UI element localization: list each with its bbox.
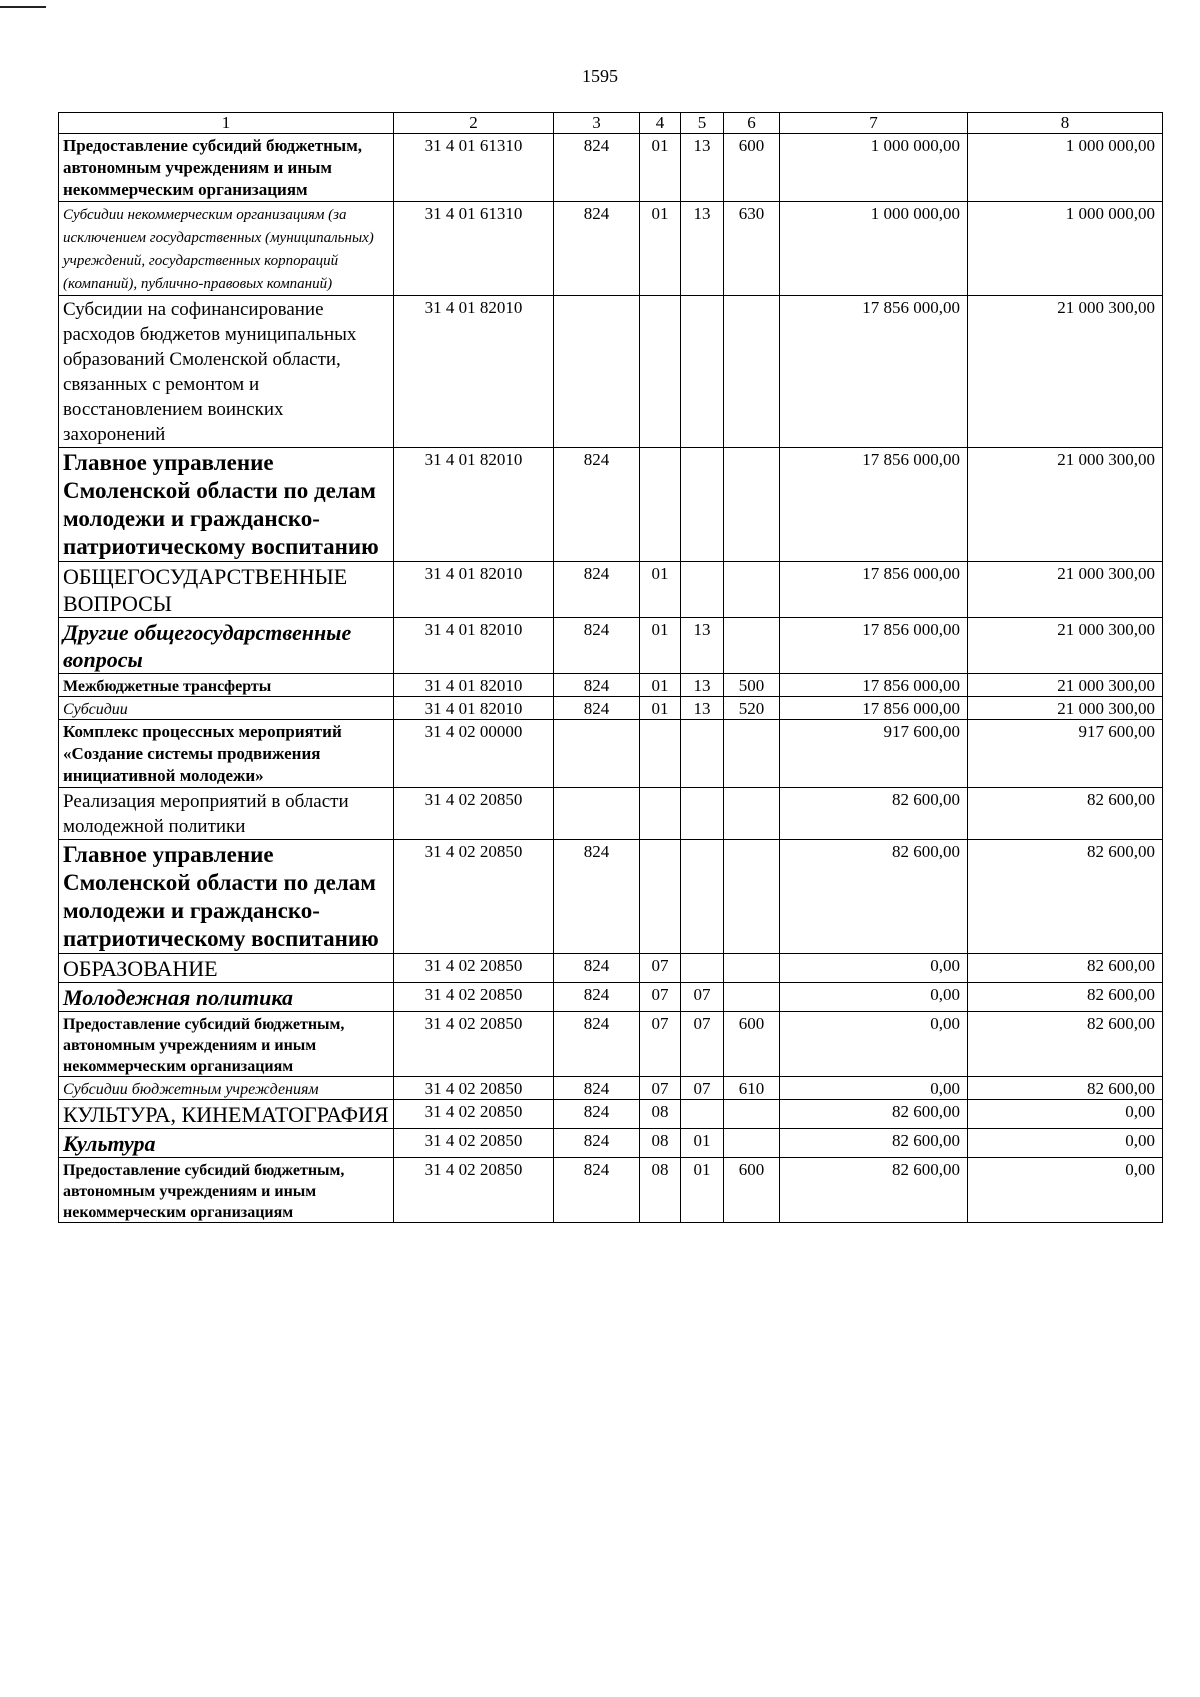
table-row (59, 618, 1163, 674)
table-row (59, 202, 1163, 296)
subsection-code (681, 840, 724, 954)
target-article-code: 31 4 02 20850 (394, 1077, 554, 1100)
expense-type-code: 600 (724, 1012, 780, 1077)
expense-type-code (724, 618, 780, 674)
target-article-code: 31 4 01 61310 (394, 134, 554, 202)
expense-type-code: 610 (724, 1077, 780, 1100)
section-code: 01 (640, 618, 681, 674)
expense-type-code (724, 296, 780, 448)
amount-year-1: 17 856 000,00 (780, 448, 968, 562)
table-row (59, 1077, 1163, 1100)
table-row (59, 788, 1163, 840)
amount-year-1: 917 600,00 (780, 720, 968, 788)
section-code: 01 (640, 134, 681, 202)
amount-year-1: 17 856 000,00 (780, 697, 968, 720)
administrator-code (554, 296, 640, 448)
administrator-code: 824 (554, 954, 640, 983)
expense-type-code (724, 720, 780, 788)
section-code (640, 448, 681, 562)
amount-year-1: 17 856 000,00 (780, 618, 968, 674)
amount-year-1: 1 000 000,00 (780, 134, 968, 202)
target-article-code: 31 4 02 20850 (394, 840, 554, 954)
administrator-code: 824 (554, 562, 640, 618)
budget-table (58, 112, 1163, 1223)
table-row (59, 954, 1163, 983)
target-article-code: 31 4 02 20850 (394, 1129, 554, 1158)
subsection-code: 13 (681, 697, 724, 720)
administrator-code: 824 (554, 618, 640, 674)
amount-year-1: 82 600,00 (780, 840, 968, 954)
column-header: 5 (681, 113, 724, 134)
administrator-code: 824 (554, 448, 640, 562)
row-name: Главное управление Смоленской области по делам молодежи и гражданско-патриотическому воспитанию (63, 842, 379, 951)
amount-year-2: 82 600,00 (968, 954, 1163, 983)
amount-year-2: 82 600,00 (968, 788, 1163, 840)
row-name: Другие общегосударственные вопросы (63, 620, 352, 672)
row-name: КУЛЬТУРА, КИНЕМАТОГРАФИЯ (63, 1102, 389, 1127)
section-code (640, 840, 681, 954)
amount-year-1: 82 600,00 (780, 1129, 968, 1158)
table-row (59, 134, 1163, 202)
target-article-code: 31 4 02 20850 (394, 954, 554, 983)
section-code: 01 (640, 202, 681, 296)
section-code: 01 (640, 674, 681, 697)
row-name: Субсидии бюджетным учреждениям (63, 1081, 319, 1098)
expense-type-code: 600 (724, 1158, 780, 1223)
table-row (59, 1129, 1163, 1158)
administrator-code: 824 (554, 202, 640, 296)
row-name: Предоставление субсидий бюджетным, автономным учреждениям и иным некоммерческим организациям (63, 1162, 345, 1221)
target-article-code: 31 4 01 82010 (394, 448, 554, 562)
row-name: Главное управление Смоленской области по делам молодежи и гражданско-патриотическому воспитанию (63, 450, 379, 559)
amount-year-1: 17 856 000,00 (780, 296, 968, 448)
expense-type-code: 630 (724, 202, 780, 296)
expense-type-code (724, 983, 780, 1012)
row-name-cell (59, 788, 394, 840)
column-header: 7 (780, 113, 968, 134)
amount-year-1: 0,00 (780, 954, 968, 983)
target-article-code: 31 4 02 20850 (394, 1100, 554, 1129)
column-header: 6 (724, 113, 780, 134)
subsection-code: 13 (681, 618, 724, 674)
table-row (59, 448, 1163, 562)
amount-year-1: 0,00 (780, 1077, 968, 1100)
row-name-cell (59, 296, 394, 448)
column-header: 1 (59, 113, 394, 134)
section-code: 07 (640, 983, 681, 1012)
subsection-code: 07 (681, 1012, 724, 1077)
expense-type-code: 500 (724, 674, 780, 697)
amount-year-2: 21 000 300,00 (968, 448, 1163, 562)
target-article-code: 31 4 02 20850 (394, 983, 554, 1012)
administrator-code: 824 (554, 697, 640, 720)
administrator-code (554, 720, 640, 788)
row-name: ОБЩЕГОСУДАРСТВЕННЫЕ ВОПРОСЫ (63, 564, 348, 616)
section-code: 01 (640, 697, 681, 720)
row-name: Межбюджетные трансферты (63, 678, 272, 695)
subsection-code (681, 954, 724, 983)
administrator-code (554, 788, 640, 840)
subsection-code: 13 (681, 134, 724, 202)
administrator-code: 824 (554, 983, 640, 1012)
amount-year-2: 82 600,00 (968, 983, 1163, 1012)
amount-year-1: 1 000 000,00 (780, 202, 968, 296)
section-code: 07 (640, 954, 681, 983)
amount-year-1: 17 856 000,00 (780, 562, 968, 618)
table-row (59, 697, 1163, 720)
subsection-code (681, 296, 724, 448)
amount-year-2: 0,00 (968, 1129, 1163, 1158)
section-code: 08 (640, 1158, 681, 1223)
scan-corner-mark (0, 6, 46, 8)
amount-year-2: 21 000 300,00 (968, 562, 1163, 618)
table-row (59, 296, 1163, 448)
row-name: ОБРАЗОВАНИЕ (63, 956, 218, 981)
table-row (59, 1100, 1163, 1129)
row-name-cell (59, 1012, 394, 1077)
administrator-code: 824 (554, 674, 640, 697)
table-row (59, 1158, 1163, 1223)
amount-year-2: 21 000 300,00 (968, 697, 1163, 720)
table-row (59, 720, 1163, 788)
target-article-code: 31 4 02 00000 (394, 720, 554, 788)
expense-type-code: 600 (724, 134, 780, 202)
row-name-cell (59, 562, 394, 618)
row-name-cell (59, 448, 394, 562)
expense-type-code (724, 840, 780, 954)
table-row (59, 562, 1163, 618)
column-header: 2 (394, 113, 554, 134)
expense-type-code (724, 954, 780, 983)
section-code: 07 (640, 1077, 681, 1100)
subsection-code (681, 1100, 724, 1129)
table-header-row (59, 113, 1163, 134)
amount-year-1: 0,00 (780, 1012, 968, 1077)
target-article-code: 31 4 01 61310 (394, 202, 554, 296)
row-name-cell (59, 954, 394, 983)
subsection-code (681, 562, 724, 618)
target-article-code: 31 4 01 82010 (394, 562, 554, 618)
expense-type-code (724, 1100, 780, 1129)
target-article-code: 31 4 01 82010 (394, 296, 554, 448)
subsection-code: 13 (681, 674, 724, 697)
target-article-code: 31 4 02 20850 (394, 788, 554, 840)
row-name: Предоставление субсидий бюджетным, автономным учреждениям и иным некоммерческим организациям (63, 136, 363, 199)
target-article-code: 31 4 01 82010 (394, 674, 554, 697)
table-row (59, 983, 1163, 1012)
section-code (640, 296, 681, 448)
row-name-cell (59, 134, 394, 202)
subsection-code (681, 788, 724, 840)
subsection-code: 01 (681, 1129, 724, 1158)
row-name: Субсидии некоммерческим организациям (за исключением государственных (муниципальных) учреждений, государственных корпораций (компаний), публично-правовых компаний) (63, 207, 374, 292)
target-article-code: 31 4 02 20850 (394, 1012, 554, 1077)
section-code: 01 (640, 562, 681, 618)
amount-year-2: 82 600,00 (968, 1077, 1163, 1100)
page-number: 1595 (582, 66, 618, 86)
administrator-code: 824 (554, 840, 640, 954)
subsection-code: 07 (681, 1077, 724, 1100)
row-name-cell (59, 983, 394, 1012)
amount-year-1: 82 600,00 (780, 1100, 968, 1129)
amount-year-1: 82 600,00 (780, 1158, 968, 1223)
amount-year-1: 0,00 (780, 983, 968, 1012)
section-code (640, 720, 681, 788)
amount-year-2: 21 000 300,00 (968, 674, 1163, 697)
row-name: Предоставление субсидий бюджетным, автономным учреждениям и иным некоммерческим организациям (63, 1016, 345, 1075)
amount-year-1: 17 856 000,00 (780, 674, 968, 697)
table-row (59, 1012, 1163, 1077)
row-name-cell (59, 720, 394, 788)
row-name-cell (59, 1077, 394, 1100)
row-name-cell (59, 1100, 394, 1129)
amount-year-2: 1 000 000,00 (968, 202, 1163, 296)
subsection-code (681, 448, 724, 562)
row-name-cell (59, 697, 394, 720)
row-name: Субсидии на софинансирование расходов бюджетов муниципальных образований Смоленской области, связанных с ремонтом и восстановлением воинских захоронений (63, 299, 357, 445)
subsection-code (681, 720, 724, 788)
administrator-code: 824 (554, 1100, 640, 1129)
administrator-code: 824 (554, 1129, 640, 1158)
column-header: 3 (554, 113, 640, 134)
row-name-cell (59, 840, 394, 954)
section-code: 07 (640, 1012, 681, 1077)
amount-year-1: 82 600,00 (780, 788, 968, 840)
target-article-code: 31 4 01 82010 (394, 618, 554, 674)
column-header: 4 (640, 113, 681, 134)
table-row (59, 674, 1163, 697)
row-name-cell (59, 1129, 394, 1158)
row-name: Реализация мероприятий в области молодежной политики (63, 791, 349, 837)
administrator-code: 824 (554, 1012, 640, 1077)
expense-type-code (724, 448, 780, 562)
expense-type-code (724, 562, 780, 618)
amount-year-2: 21 000 300,00 (968, 618, 1163, 674)
row-name-cell (59, 674, 394, 697)
administrator-code: 824 (554, 1158, 640, 1223)
target-article-code: 31 4 01 82010 (394, 697, 554, 720)
row-name-cell (59, 202, 394, 296)
subsection-code: 01 (681, 1158, 724, 1223)
amount-year-2: 917 600,00 (968, 720, 1163, 788)
row-name-cell (59, 618, 394, 674)
section-code: 08 (640, 1129, 681, 1158)
amount-year-2: 0,00 (968, 1100, 1163, 1129)
section-code: 08 (640, 1100, 681, 1129)
row-name: Молодежная политика (63, 985, 293, 1010)
amount-year-2: 21 000 300,00 (968, 296, 1163, 448)
section-code (640, 788, 681, 840)
subsection-code: 13 (681, 202, 724, 296)
table-row (59, 840, 1163, 954)
row-name-cell (59, 1158, 394, 1223)
column-header: 8 (968, 113, 1163, 134)
expense-type-code: 520 (724, 697, 780, 720)
amount-year-2: 0,00 (968, 1158, 1163, 1223)
administrator-code: 824 (554, 1077, 640, 1100)
row-name: Комплекс процессных мероприятий «Создание системы продвижения инициативной молодежи» (63, 722, 342, 785)
expense-type-code (724, 788, 780, 840)
amount-year-2: 1 000 000,00 (968, 134, 1163, 202)
expense-type-code (724, 1129, 780, 1158)
subsection-code: 07 (681, 983, 724, 1012)
row-name: Культура (63, 1131, 156, 1156)
amount-year-2: 82 600,00 (968, 840, 1163, 954)
row-name: Субсидии (63, 701, 128, 718)
target-article-code: 31 4 02 20850 (394, 1158, 554, 1223)
administrator-code: 824 (554, 134, 640, 202)
amount-year-2: 82 600,00 (968, 1012, 1163, 1077)
